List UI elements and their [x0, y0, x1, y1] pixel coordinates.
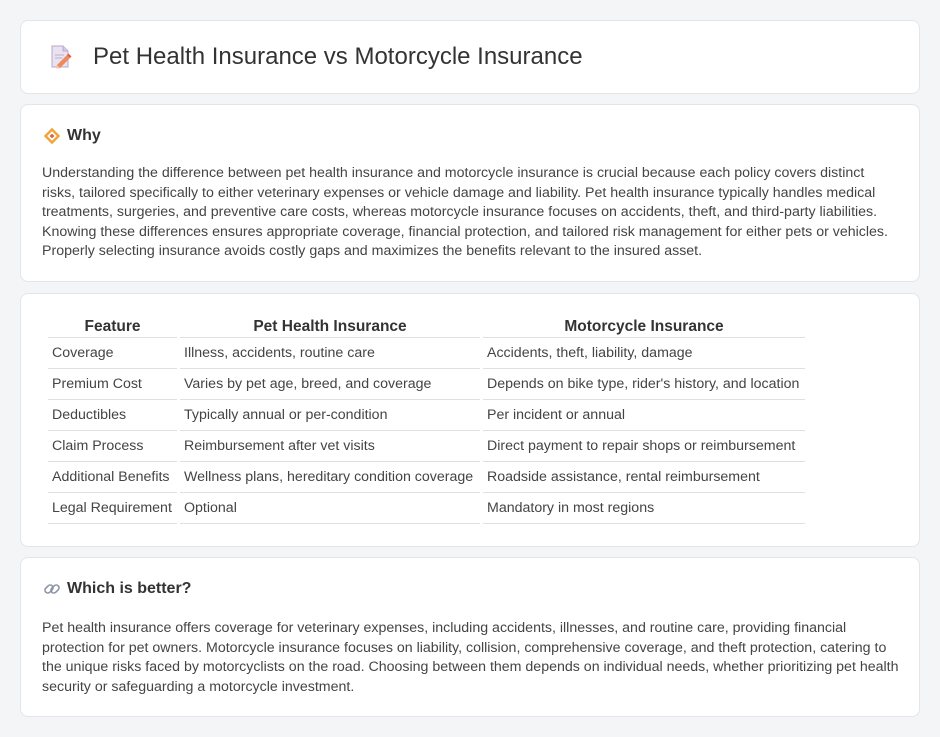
moto-cell: Mandatory in most regions: [483, 493, 805, 524]
pet-cell: Reimbursement after vet visits: [180, 431, 480, 462]
document-pencil-icon: [47, 43, 73, 71]
why-section: [20, 104, 920, 282]
pet-cell: Optional: [180, 493, 480, 524]
feature-cell: Additional Benefits: [48, 462, 177, 493]
better-heading-row: [43, 580, 191, 598]
title-row: [47, 43, 583, 71]
which-better-section: [20, 557, 920, 717]
table-row: [48, 493, 805, 524]
table-header-row: [48, 316, 805, 338]
link-icon: [43, 580, 61, 598]
moto-cell: Per incident or annual: [483, 400, 805, 431]
pet-cell: Typically annual or per-condition: [180, 400, 480, 431]
feature-cell: Claim Process: [48, 431, 177, 462]
why-text: Understanding the difference between pet health insurance and motorcycle insurance is crucial because each policy covers distinct risks, tailored specifically to either veterinary expenses or vehicle damage and liability. Pet health insurance typically handles medical treatments, surgeries, and preventive care costs, whereas motorcycle insurance focuses on accidents, theft, and third-party liabilities. Knowing these differences ensures appropriate coverage, financial protection, and tailored risk management for either pets or vehicles. Properly selecting insurance avoids costly gaps and maximizes the benefits relevant to the insured asset.: [42, 165, 888, 260]
header-pet-health: Pet Health Insurance: [180, 316, 480, 338]
moto-cell: Depends on bike type, rider's history, and location: [483, 369, 805, 400]
feature-cell: Deductibles: [48, 400, 177, 431]
table-row: [48, 400, 805, 431]
why-heading-row: [43, 127, 101, 145]
page-title: Pet Health Insurance vs Motorcycle Insurance: [93, 43, 583, 70]
header-motorcycle: Motorcycle Insurance: [483, 316, 805, 338]
moto-cell: Roadside assistance, rental reimbursement: [483, 462, 805, 493]
feature-cell: Premium Cost: [48, 369, 177, 400]
comparison-table: [45, 316, 808, 524]
title-card: [20, 20, 920, 94]
table-row: [48, 338, 805, 369]
moto-cell: Accidents, theft, liability, damage: [483, 338, 805, 369]
why-heading: Why: [67, 127, 101, 144]
feature-cell: Coverage: [48, 338, 177, 369]
table-row: [48, 462, 805, 493]
pet-cell: Wellness plans, hereditary condition coverage: [180, 462, 480, 493]
moto-cell: Direct payment to repair shops or reimbursement: [483, 431, 805, 462]
table-row: [48, 431, 805, 462]
better-heading: Which is better?: [67, 580, 192, 597]
comparison-section: [20, 293, 920, 547]
header-feature: Feature: [48, 316, 177, 338]
feature-cell: Legal Requirement: [48, 493, 177, 524]
table-row: [48, 369, 805, 400]
pet-cell: Varies by pet age, breed, and coverage: [180, 369, 480, 400]
pet-cell: Illness, accidents, routine care: [180, 338, 480, 369]
diamond-warning-icon: [43, 127, 61, 145]
better-text: Pet health insurance offers coverage for veterinary expenses, including accidents, illnesses, and routine care, providing financial protection for pet owners. Motorcycle insurance focuses on liability, collision, comprehensive coverage, and theft protection, catering to the unique risks faced by motorcyclists on the road. Choosing between them depends on individual needs, whether prioritizing pet health security or safeguarding a motorcycle investment.: [42, 620, 899, 695]
